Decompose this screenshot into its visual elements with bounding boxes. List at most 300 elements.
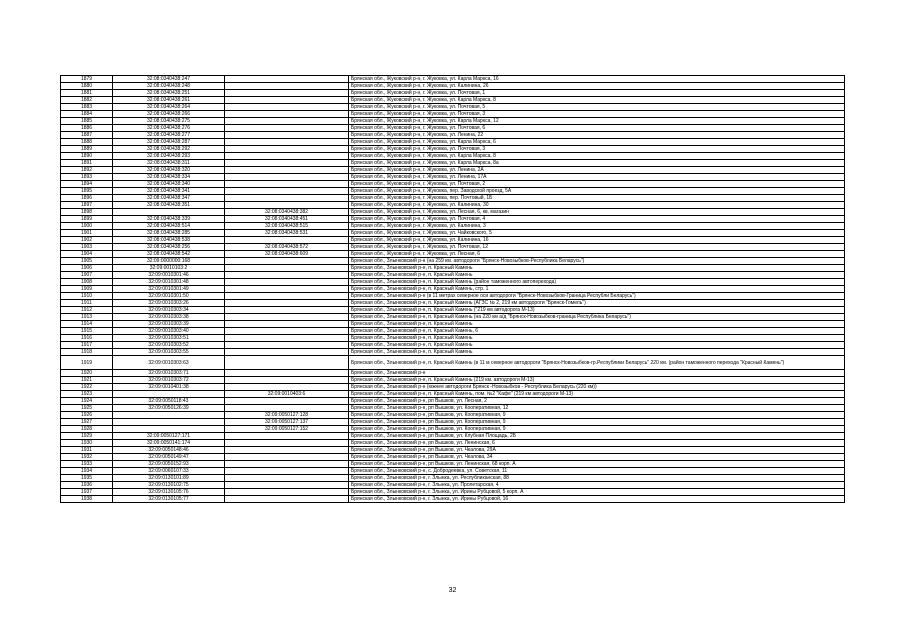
secondary-cadastral-cell	[225, 139, 349, 146]
cadastral-number-cell: 32:09:0010303:55	[113, 349, 225, 356]
address-cell: Брянская обл., Злынковский р-н, рп Вышков, ул. Чкалова, 29А	[349, 447, 845, 454]
table-row	[61, 489, 845, 496]
table-row	[61, 111, 845, 118]
table-row	[61, 419, 845, 426]
secondary-cadastral-cell	[225, 153, 349, 160]
secondary-cadastral-cell	[225, 321, 349, 328]
table-row	[61, 356, 845, 370]
address-cell: Брянская обл., Злынковский р-н (в 11 метрах северное оси автодороги "Брянск-Новозыбков-Граница Республи Беларусь")	[349, 293, 845, 300]
secondary-cadastral-cell	[225, 293, 349, 300]
address-cell: Брянская обл., Жуковский р-н, г. Жуковка, ул. Почтовая, 6	[349, 125, 845, 132]
row-number-cell: 1887	[61, 132, 113, 139]
address-cell: Брянская обл., Жуковский р-н, г. Жуковка, ул. Ленина, 22	[349, 132, 845, 139]
table-row	[61, 482, 845, 489]
secondary-cadastral-cell: 32:08:0340438:572	[225, 244, 349, 251]
cadastral-number-cell: 32:08:0340438:311	[113, 160, 225, 167]
address-cell: Брянская обл., Злынковский р-н, рп Вышков, ул. Кооперативная, 9	[349, 426, 845, 433]
row-number-cell: 1892	[61, 167, 113, 174]
table-row	[61, 167, 845, 174]
row-number-cell: 1905	[61, 258, 113, 265]
row-number-cell: 1912	[61, 307, 113, 314]
cadastral-number-cell: 32:08:0340438:292	[113, 146, 225, 153]
address-cell: Брянская обл., Жуковский р-н, г. Жуковка, ул. Почтовая, 5	[349, 104, 845, 111]
address-cell: Брянская обл., Злынковский р-н, рп Вышков, ул. Ленинская, 6	[349, 440, 845, 447]
row-number-cell: 1907	[61, 272, 113, 279]
cadastral-number-cell: 32:08:0340438:248	[113, 83, 225, 90]
address-cell: Брянская обл., Злынковский р-н, п. Красный Камень	[349, 335, 845, 342]
row-number-cell: 1879	[61, 76, 113, 83]
secondary-cadastral-cell: 32:08:0340438:515	[225, 223, 349, 230]
address-cell: Брянская обл., Жуковский р-н, г. Жуковка, ул. Ленина, 17А	[349, 174, 845, 181]
row-number-cell: 1920	[61, 370, 113, 377]
secondary-cadastral-cell	[225, 111, 349, 118]
table-row	[61, 447, 845, 454]
address-cell: Брянская обл., Жуковский р-н, г. Жуковка, ул. Карла Маркса, 6	[349, 139, 845, 146]
table-row	[61, 433, 845, 440]
secondary-cadastral-cell	[225, 146, 349, 153]
secondary-cadastral-cell	[225, 97, 349, 104]
row-number-cell: 1914	[61, 321, 113, 328]
row-number-cell: 1925	[61, 405, 113, 412]
table-row	[61, 90, 845, 97]
cadastral-number-cell: 32:08:0340438:247	[113, 76, 225, 83]
cadastral-number-cell: 32:08:0340438:340	[113, 181, 225, 188]
cadastral-number-cell: 32:08:0340438:275	[113, 118, 225, 125]
secondary-cadastral-cell: 32:08:0340438:382	[225, 209, 349, 216]
secondary-cadastral-cell: 32:09:0050127:137	[225, 419, 349, 426]
cadastral-number-cell: 32:09:0060107:33	[113, 468, 225, 475]
table-row	[61, 160, 845, 167]
address-cell: Брянская обл., Злынковский р-н, п. Красный Камень (в 11 м северное автодороги "Брянск-Новозыбков-гр.Республики Беларусь" 220 км. (район таможенного перехода "Красный Камень")	[349, 356, 845, 370]
address-cell: Брянская обл., Злынковский р-н, п. Красный Камень (на 220 км а/д "Брянск-Новозыбков-граница Республика Беларусь")	[349, 314, 845, 321]
table-row	[61, 321, 845, 328]
secondary-cadastral-cell	[225, 440, 349, 447]
table-row	[61, 272, 845, 279]
cadastral-number-cell: 32:08:0340438:320	[113, 167, 225, 174]
cadastral-number-cell: 32:08:0340438:341	[113, 188, 225, 195]
row-number-cell: 1885	[61, 118, 113, 125]
secondary-cadastral-cell: 32:08:0340438:531	[225, 230, 349, 237]
address-cell: Брянская обл., Злынковский р-н, п. Красный Камень	[349, 342, 845, 349]
secondary-cadastral-cell	[225, 482, 349, 489]
cadastral-number-cell	[113, 412, 225, 419]
table-row	[61, 181, 845, 188]
address-cell: Брянская обл., Жуковский р-н, г. Жуковка, ул. Почтовая, 12	[349, 244, 845, 251]
cadastral-number-cell: 32:08:0340438:514	[113, 223, 225, 230]
cadastral-number-cell: 32:09:0050148:46	[113, 447, 225, 454]
row-number-cell: 1896	[61, 195, 113, 202]
table-row	[61, 496, 845, 503]
row-number-cell: 1897	[61, 202, 113, 209]
secondary-cadastral-cell	[225, 314, 349, 321]
secondary-cadastral-cell	[225, 279, 349, 286]
secondary-cadastral-cell: 32:08:0340438:609	[225, 251, 349, 258]
table-row	[61, 251, 845, 258]
secondary-cadastral-cell	[225, 202, 349, 209]
secondary-cadastral-cell	[225, 405, 349, 412]
table-row	[61, 153, 845, 160]
secondary-cadastral-cell	[225, 328, 349, 335]
cadastral-number-cell: 32:08:0340438:538	[113, 237, 225, 244]
registry-table-body	[61, 76, 845, 503]
address-cell: Брянская обл., Злынковский р-н, рп Вышков, ул. Кооперативная, 9	[349, 412, 845, 419]
table-row	[61, 279, 845, 286]
row-number-cell: 1921	[61, 377, 113, 384]
table-row	[61, 300, 845, 307]
secondary-cadastral-cell: 32:09:0050127:128	[225, 412, 349, 419]
address-cell: Брянская обл., Жуковский р-н, г. Жуковка, ул. Карла Маркса, 8	[349, 153, 845, 160]
table-row	[61, 307, 845, 314]
cadastral-number-cell: 32:09:0010301:48	[113, 279, 225, 286]
address-cell: Брянская обл., Злынковский р-н, рп Вышков, ул. Клубная Площадь, 2Б	[349, 433, 845, 440]
secondary-cadastral-cell	[225, 125, 349, 132]
table-row	[61, 461, 845, 468]
cadastral-number-cell: 32:09:0010301:46	[113, 272, 225, 279]
row-number-cell: 1882	[61, 97, 113, 104]
secondary-cadastral-cell	[225, 272, 349, 279]
row-number-cell: 1929	[61, 433, 113, 440]
table-row	[61, 237, 845, 244]
cadastral-number-cell: 32:08:0340438:339	[113, 216, 225, 223]
cadastral-number-cell: 32:09:0050149:47	[113, 454, 225, 461]
row-number-cell: 1880	[61, 83, 113, 90]
address-cell: Брянская обл., Жуковский р-н, г. Жуковка, ул. Почтовая, 4	[349, 216, 845, 223]
address-cell: Брянская обл., Жуковский р-н, г. Жуковка, ул. Карла Маркса, 16	[349, 76, 845, 83]
row-number-cell: 1913	[61, 314, 113, 321]
table-row	[61, 293, 845, 300]
secondary-cadastral-cell	[225, 349, 349, 356]
cadastral-number-cell: 32:08:0340438:293	[113, 153, 225, 160]
address-cell: Брянская обл., Злынковский р-н, п. Красный Камень, пом. №2 "Кафе" (219 км автодороги М-13)	[349, 391, 845, 398]
row-number-cell: 1937	[61, 489, 113, 496]
table-row	[61, 384, 845, 391]
secondary-cadastral-cell	[225, 83, 349, 90]
secondary-cadastral-cell	[225, 90, 349, 97]
secondary-cadastral-cell	[225, 335, 349, 342]
address-cell: Брянская обл., Жуковский р-н, г. Жуковка, ул. Ленина, 2А	[349, 167, 845, 174]
secondary-cadastral-cell	[225, 265, 349, 272]
row-number-cell: 1881	[61, 90, 113, 97]
cadastral-number-cell: 32:08:0340438:334	[113, 174, 225, 181]
row-number-cell: 1915	[61, 328, 113, 335]
table-row	[61, 370, 845, 377]
table-row	[61, 258, 845, 265]
cadastral-number-cell: 32:09:0010301:50	[113, 293, 225, 300]
row-number-cell: 1895	[61, 188, 113, 195]
secondary-cadastral-cell	[225, 195, 349, 202]
cadastral-number-cell: 32:09:0010303:63	[113, 356, 225, 370]
secondary-cadastral-cell	[225, 384, 349, 391]
table-row	[61, 76, 845, 83]
row-number-cell: 1933	[61, 461, 113, 468]
address-cell: Брянская обл., Злынковский р-н, г. Злынка, ул. Пролетарская, 4	[349, 482, 845, 489]
row-number-cell: 1930	[61, 440, 113, 447]
row-number-cell: 1926	[61, 412, 113, 419]
cadastral-number-cell: 32:09:0010303:40	[113, 328, 225, 335]
cadastral-number-cell: 32:09:0050141:174	[113, 440, 225, 447]
row-number-cell: 1928	[61, 426, 113, 433]
row-number-cell: 1917	[61, 342, 113, 349]
address-cell: Брянская обл., Злынковский р-н, рп Вышков, ул. Чкалова, 34	[349, 454, 845, 461]
cadastral-number-cell: 32:09:0130101:89	[113, 475, 225, 482]
secondary-cadastral-cell	[225, 181, 349, 188]
table-row	[61, 216, 845, 223]
cadastral-number-cell: 32:08:0340438:542	[113, 251, 225, 258]
cadastral-number-cell: 32:09:0010303:26	[113, 300, 225, 307]
row-number-cell: 1924	[61, 398, 113, 405]
row-number-cell: 1916	[61, 335, 113, 342]
address-cell: Брянская обл., Жуковский р-н, г. Жуковка, ул. Карла Маркса, 8	[349, 97, 845, 104]
table-row	[61, 468, 845, 475]
secondary-cadastral-cell	[225, 132, 349, 139]
cadastral-number-cell: 32:09:0130102:75	[113, 482, 225, 489]
table-row	[61, 286, 845, 293]
secondary-cadastral-cell	[225, 118, 349, 125]
secondary-cadastral-cell	[225, 461, 349, 468]
secondary-cadastral-cell	[225, 237, 349, 244]
address-cell: Брянская обл., Злынковский р-н, с. Добродеевка, ул. Советская, 11	[349, 468, 845, 475]
secondary-cadastral-cell	[225, 377, 349, 384]
table-row	[61, 188, 845, 195]
secondary-cadastral-cell: 32:09:0050127:152	[225, 426, 349, 433]
cadastral-number-cell: 32:08:0340438:285	[113, 230, 225, 237]
address-cell: Брянская обл., Злынковский р-н	[349, 370, 845, 377]
registry-table	[60, 75, 845, 503]
secondary-cadastral-cell	[225, 370, 349, 377]
row-number-cell: 1898	[61, 209, 113, 216]
row-number-cell: 1918	[61, 349, 113, 356]
cadastral-number-cell: 32:09:0010401:38	[113, 384, 225, 391]
cadastral-number-cell: 32:08:0340438:251	[113, 90, 225, 97]
secondary-cadastral-cell	[225, 398, 349, 405]
address-cell: Брянская обл., Злынковский р-н (южнее автодороги Брянск -Новозыбков - Республика Беларусь (220 км))	[349, 384, 845, 391]
table-row	[61, 475, 845, 482]
table-row	[61, 195, 845, 202]
address-cell: Брянская обл., Злынковский р-н, п. Красный Камень (АГЗС № 2, 219 км автодороги "Брянск-Гомель")	[349, 300, 845, 307]
secondary-cadastral-cell: 32:09:0010403:6	[225, 391, 349, 398]
address-cell: Брянская обл., Злынковский р-н, п. Красный Камень	[349, 272, 845, 279]
address-cell: Брянская обл., Жуковский р-н, г. Жуковка, ул. Лесная, 6	[349, 251, 845, 258]
row-number-cell: 1889	[61, 146, 113, 153]
secondary-cadastral-cell	[225, 356, 349, 370]
address-cell: Брянская обл., Жуковский р-н, г. Жуковка, пер. Заводской проезд, 5А	[349, 188, 845, 195]
address-cell: Брянская обл., Злынковский р-н, рп Вышков, ул. Ленинская, 68 корп. А	[349, 461, 845, 468]
table-row	[61, 454, 845, 461]
table-row	[61, 209, 845, 216]
address-cell: Брянская обл., Злынковский р-н, рп Вышков, ул. Лесная, 2	[349, 398, 845, 405]
secondary-cadastral-cell	[225, 454, 349, 461]
secondary-cadastral-cell	[225, 286, 349, 293]
address-cell: Брянская обл., Злынковский р-н, п. Красный Камень (район таможенного автоперехода)	[349, 279, 845, 286]
table-row	[61, 244, 845, 251]
cadastral-number-cell: 32:09:0010303:38	[113, 314, 225, 321]
row-number-cell: 1901	[61, 230, 113, 237]
table-row	[61, 146, 845, 153]
table-row	[61, 328, 845, 335]
address-cell: Брянская обл., Жуковский р-н, г. Жуковка, ул. Калинина, 26	[349, 83, 845, 90]
address-cell: Брянская обл., Злынковский р-н, п. Красный Камень ("219 км автодорога М-13)	[349, 307, 845, 314]
row-number-cell: 1884	[61, 111, 113, 118]
cadastral-number-cell: 32:09:0010103:2	[113, 265, 225, 272]
row-number-cell: 1902	[61, 237, 113, 244]
row-number-cell: 1909	[61, 286, 113, 293]
address-cell: Брянская обл., Жуковский р-н, г. Жуковка, ул. Калинина, 16	[349, 237, 845, 244]
secondary-cadastral-cell	[225, 160, 349, 167]
row-number-cell: 1888	[61, 139, 113, 146]
cadastral-number-cell: 32:09:0050126:39	[113, 405, 225, 412]
cadastral-number-cell: 32:09:0050118:43	[113, 398, 225, 405]
cadastral-number-cell: 32:08:0340438:351	[113, 202, 225, 209]
address-cell: Брянская обл., Злынковский р-н, рп Вышков, ул. Кооперативная, 12	[349, 405, 845, 412]
secondary-cadastral-cell	[225, 433, 349, 440]
cadastral-number-cell: 32:09:0010301:49	[113, 286, 225, 293]
address-cell: Брянская обл., Злынковский р-н, рп Вышков, ул. Кооперативная, 9	[349, 419, 845, 426]
table-row	[61, 174, 845, 181]
address-cell: Брянская обл., Жуковский р-н, г. Жуковка, ул. Карла Маркса, 12	[349, 118, 845, 125]
row-number-cell: 1911	[61, 300, 113, 307]
cadastral-number-cell: 32:09:0010303:39	[113, 321, 225, 328]
row-number-cell: 1910	[61, 293, 113, 300]
secondary-cadastral-cell	[225, 496, 349, 503]
table-row	[61, 335, 845, 342]
cadastral-number-cell: 32:08:0340438:264	[113, 104, 225, 111]
table-row	[61, 118, 845, 125]
table-row	[61, 349, 845, 356]
cadastral-number-cell: 32:09:0010303:72	[113, 377, 225, 384]
row-number-cell: 1890	[61, 153, 113, 160]
row-number-cell: 1900	[61, 223, 113, 230]
cadastral-number-cell: 32:09:0000000:168	[113, 258, 225, 265]
secondary-cadastral-cell	[225, 342, 349, 349]
address-cell: Брянская обл., Злынковский р-н, п. Красный Камень, 6	[349, 328, 845, 335]
secondary-cadastral-cell	[225, 174, 349, 181]
row-number-cell: 1883	[61, 104, 113, 111]
address-cell: Брянская обл., Жуковский р-н, г. Жуковка, ул. Почтовая, 2	[349, 181, 845, 188]
cadastral-number-cell: 32:09:0130105:77	[113, 496, 225, 503]
row-number-cell: 1906	[61, 265, 113, 272]
address-cell: Брянская обл., Злынковский р-н, п. Красный Камень	[349, 265, 845, 272]
row-number-cell: 1931	[61, 447, 113, 454]
table-row	[61, 230, 845, 237]
cadastral-number-cell: 32:08:0340438:347	[113, 195, 225, 202]
cadastral-number-cell: 32:08:0340438:261	[113, 97, 225, 104]
cadastral-number-cell: 32:08:0340438:276	[113, 125, 225, 132]
table-row	[61, 202, 845, 209]
secondary-cadastral-cell	[225, 468, 349, 475]
row-number-cell: 1936	[61, 482, 113, 489]
cadastral-number-cell: 32:09:0050127:171	[113, 433, 225, 440]
row-number-cell: 1919	[61, 356, 113, 370]
row-number-cell: 1894	[61, 181, 113, 188]
table-row	[61, 405, 845, 412]
address-cell: Брянская обл., Злынковский р-н, г. Злынка, ул. Ирины Рубцовой, 16	[349, 496, 845, 503]
table-row	[61, 83, 845, 90]
secondary-cadastral-cell	[225, 167, 349, 174]
table-row	[61, 314, 845, 321]
row-number-cell: 1932	[61, 454, 113, 461]
address-cell: Брянская обл., Злынковский р-н, п. Красный Камень	[349, 321, 845, 328]
address-cell: Брянская обл., Жуковский р-н, г. Жуковка, ул. Карла Маркса, 8а	[349, 160, 845, 167]
cadastral-number-cell: 32:08:0340438:266	[113, 111, 225, 118]
row-number-cell: 1935	[61, 475, 113, 482]
address-cell: Брянская обл., Жуковский р-н, г. Жуковка, пер. Почтовый, 1Б	[349, 195, 845, 202]
table-row	[61, 104, 845, 111]
secondary-cadastral-cell	[225, 188, 349, 195]
row-number-cell: 1899	[61, 216, 113, 223]
cadastral-number-cell: 32:08:0340438:277	[113, 132, 225, 139]
address-cell: Брянская обл., Злынковский р-н, г. Злынка, ул. Ирины Рубцовой, 5 корп. А	[349, 489, 845, 496]
address-cell: Брянская обл., Злынковский р-н, п. Красный Камень	[349, 349, 845, 356]
table-row	[61, 132, 845, 139]
address-cell: Брянская обл., Жуковский р-н, г. Жуковка, ул. Почтовая, 1	[349, 90, 845, 97]
secondary-cadastral-cell	[225, 76, 349, 83]
table-row	[61, 97, 845, 104]
table-row	[61, 125, 845, 132]
secondary-cadastral-cell: 32:08:0340438:451	[225, 216, 349, 223]
row-number-cell: 1927	[61, 419, 113, 426]
cadastral-number-cell: 32:09:0010303:71	[113, 370, 225, 377]
cadastral-number-cell: 32:08:0340438:256	[113, 244, 225, 251]
cadastral-number-cell	[113, 209, 225, 216]
table-row	[61, 139, 845, 146]
cadastral-number-cell	[113, 391, 225, 398]
address-cell: Брянская обл., Жуковский р-н, г. Жуковка, ул. Почтовая, 3	[349, 146, 845, 153]
cadastral-number-cell	[113, 419, 225, 426]
row-number-cell: 1886	[61, 125, 113, 132]
table-row	[61, 440, 845, 447]
row-number-cell: 1908	[61, 279, 113, 286]
secondary-cadastral-cell	[225, 475, 349, 482]
table-row	[61, 377, 845, 384]
cadastral-number-cell: 32:09:0050152:93	[113, 461, 225, 468]
row-number-cell: 1891	[61, 160, 113, 167]
table-row	[61, 398, 845, 405]
page-number: 32	[448, 587, 457, 594]
table-row	[61, 342, 845, 349]
secondary-cadastral-cell	[225, 104, 349, 111]
address-cell: Брянская обл., Злынковский р-н, г. Злынка, ул. Республиканская, 88	[349, 475, 845, 482]
address-cell: Брянская обл., Жуковский р-н, г. Жуковка, ул. Калинина, 30	[349, 202, 845, 209]
row-number-cell: 1934	[61, 468, 113, 475]
row-number-cell: 1893	[61, 174, 113, 181]
cadastral-number-cell: 32:09:0010303:34	[113, 307, 225, 314]
row-number-cell: 1938	[61, 496, 113, 503]
row-number-cell: 1904	[61, 251, 113, 258]
table-row	[61, 265, 845, 272]
row-number-cell: 1923	[61, 391, 113, 398]
cadastral-number-cell	[113, 426, 225, 433]
secondary-cadastral-cell	[225, 258, 349, 265]
address-cell: Брянская обл., Злынковский р-н, п. Красный Камень, стр. 1	[349, 286, 845, 293]
table-row	[61, 223, 845, 230]
cadastral-number-cell: 32:09:0130105:76	[113, 489, 225, 496]
table-row	[61, 426, 845, 433]
cadastral-number-cell: 32:09:0010303:51	[113, 335, 225, 342]
table-row	[61, 412, 845, 419]
cadastral-number-cell: 32:08:0340438:287	[113, 139, 225, 146]
secondary-cadastral-cell	[225, 300, 349, 307]
row-number-cell: 1922	[61, 384, 113, 391]
address-cell: Брянская обл., Жуковский р-н, г. Жуковка, ул. Почтовая, 3	[349, 111, 845, 118]
row-number-cell: 1903	[61, 244, 113, 251]
secondary-cadastral-cell	[225, 489, 349, 496]
secondary-cadastral-cell	[225, 307, 349, 314]
address-cell: Брянская обл., Жуковский р-н, г. Жуковка, ул. Лесная, 6, кв. магазин	[349, 209, 845, 216]
cadastral-number-cell: 32:09:0010303:52	[113, 342, 225, 349]
address-cell: Брянская обл., Злынковский р-н, п. Красный Камень (219 км. автодороги М-13)	[349, 377, 845, 384]
address-cell: Брянская обл., Жуковский р-н, г. Жуковка, ул. Чайковского, 5	[349, 230, 845, 237]
table-row	[61, 391, 845, 398]
